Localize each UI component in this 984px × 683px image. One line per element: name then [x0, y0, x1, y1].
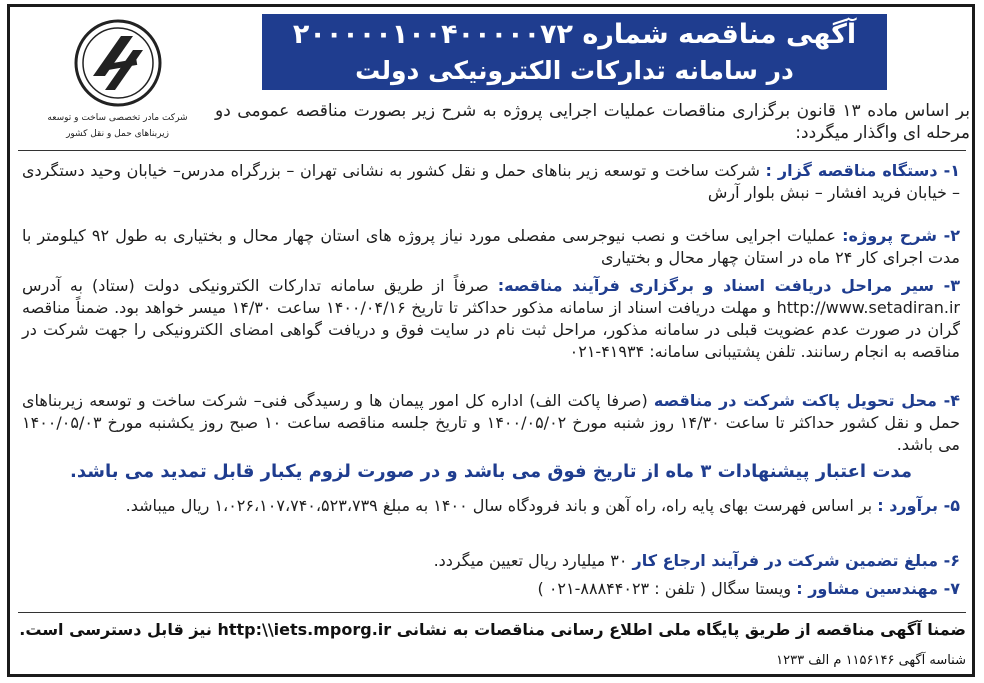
item-text: شرکت ساخت و توسعه زیر بناهای حمل و نقل کشور به نشانی تهران – بزرگراه مدرس– خیابان وحید دستگردی – خیابان فرید افشار – نبش بلوار آرش: [22, 161, 960, 202]
ad-title: آگهی مناقصه شماره ۲۰۰۰۰۰۱۰۰۴۰۰۰۰۰۷۲: [292, 19, 857, 50]
item-label: ۶- مبلغ تضمین شرکت در فرآیند ارجاع کار: [632, 551, 960, 570]
validity-statement: مدت اعتبار پیشنهادات ۳ ماه از تاریخ فوق می باشد و در صورت لزوم یکبار قابل تمدید می باشد.: [70, 461, 912, 482]
item-tender-organizer: [22, 160, 960, 204]
item-label: ۴- محل تحویل پاکت شرکت در مناقصه: [653, 391, 961, 410]
item-label: ۲- شرح پروژه:: [842, 226, 961, 245]
ad-subtitle: در سامانه تدارکات الکترونیکی دولت: [355, 56, 794, 85]
item-text-continued: و مهلت دریافت اسناد از سامانه مذکور حداکثر تا تاریخ ۱۴۰۰/۰۴/۱۶ ساعت ۱۴/۳۰ میسر خواهد بود. ضمناً مناقصه گران در صورت عدم عضویت قبلی در سامانه مذکور، مراحل ثبت نام در سایت فوق و دریافت گواهی امضای الکترونیکی را جهت شرکت در مناقصه به انجام رسانند. تلفن پشتیبانی سامانه: ۴۱۹۳۴-۰۲۱: [22, 298, 960, 361]
item-text: (صرفا پاکت الف) اداره کل امور پیمان ها و رسیدگی فنی– شرکت ساخت و توسعه زیربناهای حمل و نقل کشور حداکثر تا ساعت ۱۴/۳۰ روز شنبه مورخ ۱۴۰۰/۰۵/۰۲ و تاریخ جلسه مناقصه ساعت ۱۰ صبح روز یکشنبه مورخ ۱۴۰۰/۰۵/۰۳ می باشد.: [22, 391, 961, 454]
item-label: ۱- دستگاه مناقصه گزار :: [765, 161, 960, 180]
divider: [18, 150, 966, 151]
iets-notice: [18, 618, 966, 642]
divider: [18, 612, 966, 613]
company-logo: [25, 18, 210, 139]
item-project-description: [22, 225, 960, 269]
intro-paragraph: بر اساس ماده ۱۳ قانون برگزاری مناقصات عملیات اجرایی پروژه به شرح زیر بصورت مناقصه عمومی دو مرحله ای واگذار میگردد:: [215, 101, 971, 143]
logo-caption-line1: شرکت مادر تخصصی ساخت و توسعه: [47, 113, 188, 123]
item-label: ۷- مهندسین مشاور :: [796, 579, 960, 598]
item-label: ۵- برآورد :: [877, 496, 960, 515]
logo-emblem-icon: [73, 18, 163, 108]
title-banner: [262, 14, 887, 90]
item-text: عملیات اجرایی ساخت و نصب نیوجرسی مفصلی مورد نیاز پروژه های استان چهار محال و بختیاری به طول ۹۲ کیلومتر با مدت اجرای کار ۲۴ ماه در استان چهار محال و بختیاری: [22, 226, 960, 267]
notice-text-end: نیز قابل دسترسی است.: [19, 620, 212, 639]
item-text: ۳۰ میلیارد ریال تعیین میگردد.: [433, 551, 628, 570]
logo-caption-line2: زیربناهای حمل و نقل کشور: [66, 129, 169, 139]
item-envelope-delivery: [22, 390, 960, 456]
notice-text: ضمنا آگهی مناقصه از طریق پایگاه ملی اطلاع رسانی مناقصات به نشانی: [396, 620, 966, 639]
item-document-process: [22, 275, 960, 363]
iets-url-link[interactable]: http:\\iets.mporg.ir: [217, 620, 392, 639]
item-label: ۳- سیر مراحل دریافت اسناد و برگزاری فرآیند مناقصه:: [497, 276, 960, 295]
setad-url-link[interactable]: http://www.setadiran.ir: [776, 298, 960, 317]
item-consultant: [22, 578, 960, 600]
item-text: ویستا سگال ( تلفن : ۸۸۸۴۴۰۲۳-۰۲۱ ): [537, 579, 792, 598]
item-text: بر اساس فهرست بهای پایه راه، راه آهن و باند فرودگاه سال ۱۴۰۰ به مبلغ ۱،۰۲۶،۱۰۷،۷۴۰،۵۲۳،۷۳۹ ریال میباشد.: [125, 496, 873, 515]
ad-id-line: شناسه آگهی ۱۱۵۶۱۴۶ م الف ۱۲۳۳: [776, 653, 966, 668]
item-text: صرفاً از طریق سامانه تدارکات الکترونیکی دولت (ستاد) به آدرس: [22, 276, 489, 295]
item-guarantee-amount: [22, 550, 960, 572]
item-estimate: [22, 495, 960, 517]
